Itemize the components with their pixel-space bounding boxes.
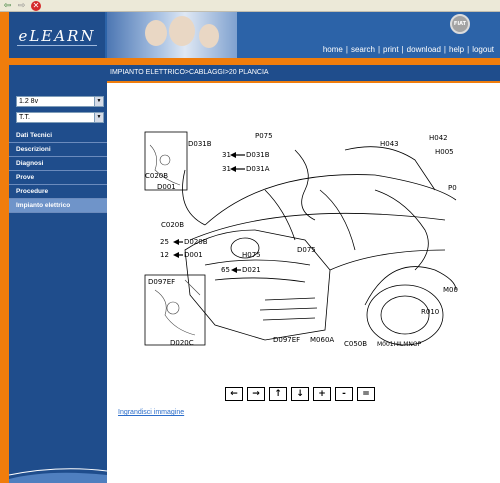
- logo-underline: [17, 45, 97, 46]
- sidebar-menu: [9, 129, 107, 213]
- nav-home[interactable]: home: [322, 45, 343, 54]
- back-arrow-icon[interactable]: ⇦: [3, 1, 12, 11]
- sidebar-wave-decoration: [9, 465, 107, 483]
- elearn-logo: eLEARN: [18, 27, 96, 45]
- header-divider: [9, 58, 500, 65]
- label-d097ef: D097EF: [273, 336, 301, 344]
- label-m00: M00: [443, 286, 458, 294]
- left-accent-bar: [0, 12, 9, 483]
- photo-face: [145, 20, 167, 46]
- label-p075: P075: [255, 132, 273, 140]
- label-d021: D021: [242, 266, 261, 274]
- fiat-logo-icon: FIAT: [450, 14, 470, 34]
- label-d031b: D031B: [188, 140, 212, 148]
- sidebar-item-prove[interactable]: Prove: [9, 171, 107, 185]
- label-h043: H043: [380, 140, 399, 148]
- pan-down-button[interactable]: ↓: [291, 387, 309, 401]
- version-select-value: T.T.: [19, 114, 30, 121]
- pan-right-button[interactable]: →: [247, 387, 265, 401]
- label-c020b: C020B: [161, 221, 185, 229]
- label-12: 12: [160, 251, 169, 259]
- label-d031b: D031B: [246, 151, 270, 159]
- stop-icon[interactable]: ✕: [32, 1, 40, 10]
- label-d001: D001: [184, 251, 203, 259]
- nav-download[interactable]: download: [406, 45, 441, 54]
- label-d097ef: D097EF: [148, 278, 176, 286]
- label-r010: R010: [421, 308, 440, 316]
- label-31: 31: [222, 165, 231, 173]
- sidebar: [9, 65, 107, 483]
- chevron-down-icon[interactable]: ▼: [94, 97, 103, 106]
- label-d020b: D020B: [184, 238, 208, 246]
- breadcrumb-text: IMPIANTO ELETTRICO>CABLAGGI>20 PLANCIA: [110, 69, 269, 76]
- engine-select[interactable]: [16, 96, 104, 107]
- nav-logout[interactable]: logout: [472, 45, 494, 54]
- label-65: 65: [221, 266, 230, 274]
- nav-search[interactable]: search: [350, 45, 375, 54]
- label-d001: D001: [157, 183, 176, 191]
- browser-toolbar: [0, 0, 500, 12]
- reset-view-button[interactable]: =: [357, 387, 375, 401]
- sidebar-item-procedure[interactable]: Procedure: [9, 185, 107, 199]
- sidebar-item-diagnosi[interactable]: Diagnosi: [9, 157, 107, 171]
- label-d075: D075: [297, 246, 316, 254]
- label-p0: P0: [448, 184, 457, 192]
- pan-up-button[interactable]: ↑: [269, 387, 287, 401]
- photo-face: [169, 16, 195, 46]
- zoom-out-button[interactable]: -: [335, 387, 353, 401]
- sidebar-item-descrizioni[interactable]: Descrizioni: [9, 143, 107, 157]
- enlarge-image-link[interactable]: Ingrandisci immagine: [118, 409, 185, 416]
- header-photo: [107, 12, 237, 58]
- label-c050b: C050B: [344, 340, 368, 348]
- wiring-diagram: [145, 130, 456, 348]
- engine-select-value: 1.2 8v: [19, 98, 39, 105]
- label-m060a: M060A: [310, 336, 335, 344]
- zoom-in-button[interactable]: +: [313, 387, 331, 401]
- logo-box[interactable]: [9, 12, 105, 58]
- breadcrumb: [107, 65, 500, 83]
- label-m001: M001HILMNOP: [377, 341, 422, 348]
- nav-print[interactable]: print: [383, 45, 399, 54]
- photo-face: [199, 24, 219, 48]
- label-d020c: D020C: [170, 339, 194, 347]
- label-25: 25: [160, 238, 169, 246]
- sidebar-item-dati-tecnici[interactable]: Dati Tecnici: [9, 129, 107, 143]
- nav-help[interactable]: help: [449, 45, 465, 54]
- chevron-down-icon[interactable]: ▼: [94, 113, 103, 122]
- version-select[interactable]: [16, 112, 104, 123]
- label-d031a: D031A: [246, 165, 270, 173]
- label-31: 31: [222, 151, 231, 159]
- label-h042: H042: [429, 134, 448, 142]
- forward-arrow-icon[interactable]: ⇨: [17, 1, 26, 11]
- label-h075: H075: [242, 251, 261, 259]
- sidebar-item-impianto-elettrico[interactable]: Impianto elettrico: [9, 199, 107, 213]
- site-header: [9, 12, 500, 58]
- header-nav: home | search | print | download | help | logout: [322, 45, 494, 54]
- label-h005: H005: [435, 148, 454, 156]
- pan-left-button[interactable]: ←: [225, 387, 243, 401]
- label-c020b: C020B: [145, 172, 169, 180]
